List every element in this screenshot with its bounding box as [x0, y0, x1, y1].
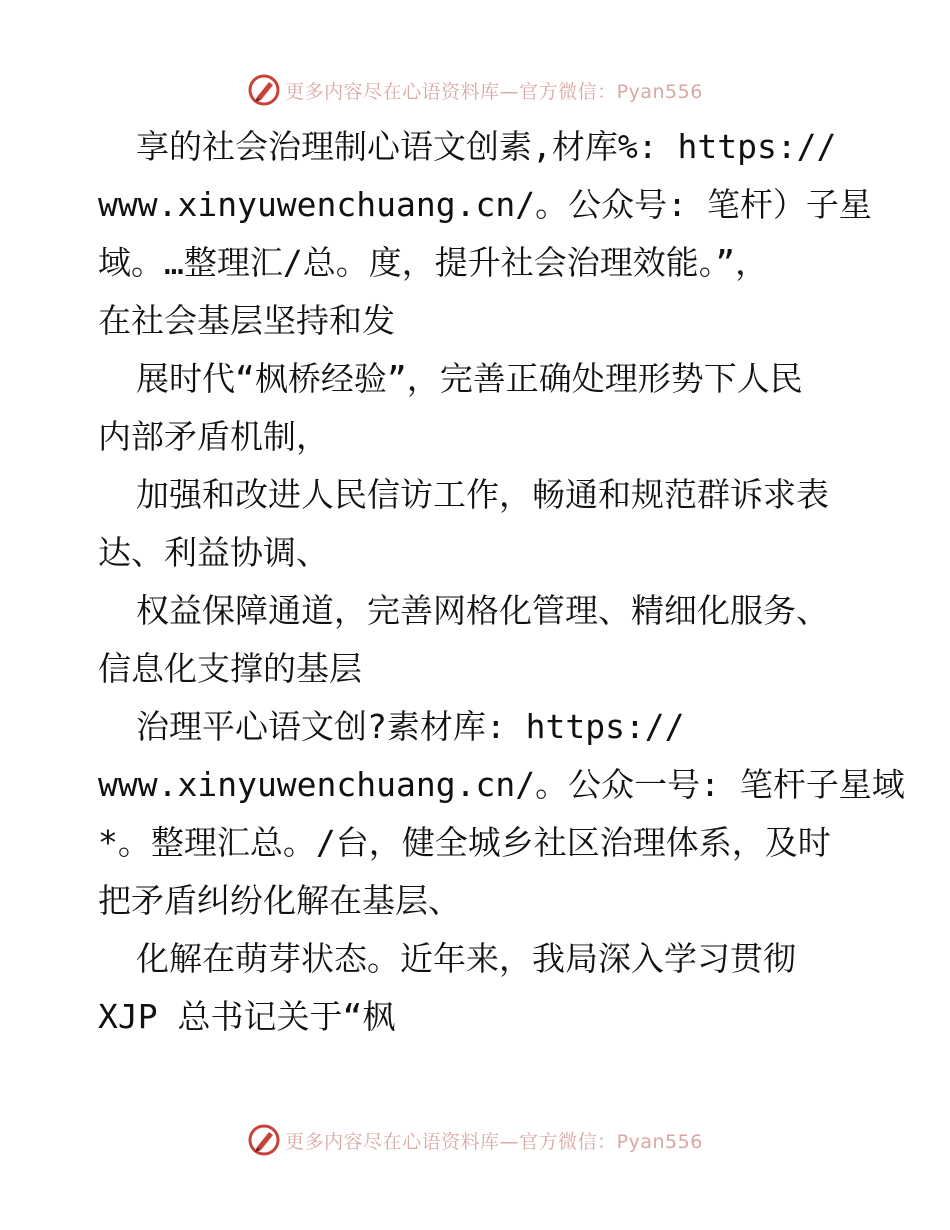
document-body: [98, 118, 905, 1046]
text-line: 信息化支撑的基层: [98, 649, 362, 688]
pen-circle-logo-icon: [247, 1123, 281, 1157]
text-line: 治理平心语文创?素材库: https://: [136, 707, 685, 746]
text-line: 在社会基层坚持和发: [98, 301, 395, 340]
text-line: 域。…整理汇/总。度，提升社会治理效能。”，: [98, 243, 769, 282]
text-line: www.xinyuwenchuang.cn/。公众一号: 笔杆子星域: [98, 765, 905, 804]
text-line: 把矛盾纠纷化解在基层、: [98, 881, 461, 920]
text-line: 内部矛盾机制，: [98, 417, 329, 456]
header-watermark: [0, 70, 950, 110]
pen-circle-logo-icon: [247, 73, 281, 107]
footer-watermark: [0, 1120, 950, 1160]
text-line: 权益保障通道，完善网格化管理、精细化服务、: [136, 591, 829, 630]
text-line: 加强和改进人民信访工作，畅通和规范群诉求表: [136, 475, 829, 514]
text-line: www.xinyuwenchuang.cn/。公众号: 笔杆）子星: [98, 185, 872, 224]
text-line: *。整理汇总。/台，健全城乡社区治理体系，及时: [98, 823, 831, 862]
footer-watermark-text: 更多内容尽在心语资料库—官方微信：Pyan556: [285, 1130, 703, 1153]
text-line: 展时代“枫桥经验”，完善正确处理形势下人民: [136, 359, 803, 398]
text-line: 达、利益协调、: [98, 533, 329, 572]
header-watermark-text: 更多内容尽在心语资料库—官方微信：Pyan556: [285, 80, 703, 103]
text-line: XJP 总书记关于“枫: [98, 997, 396, 1036]
text-line: 享的社会治理制心语文创素,材库%: https://: [136, 127, 837, 166]
text-line: 化解在萌芽状态。近年来，我局深入学习贯彻: [136, 939, 796, 978]
